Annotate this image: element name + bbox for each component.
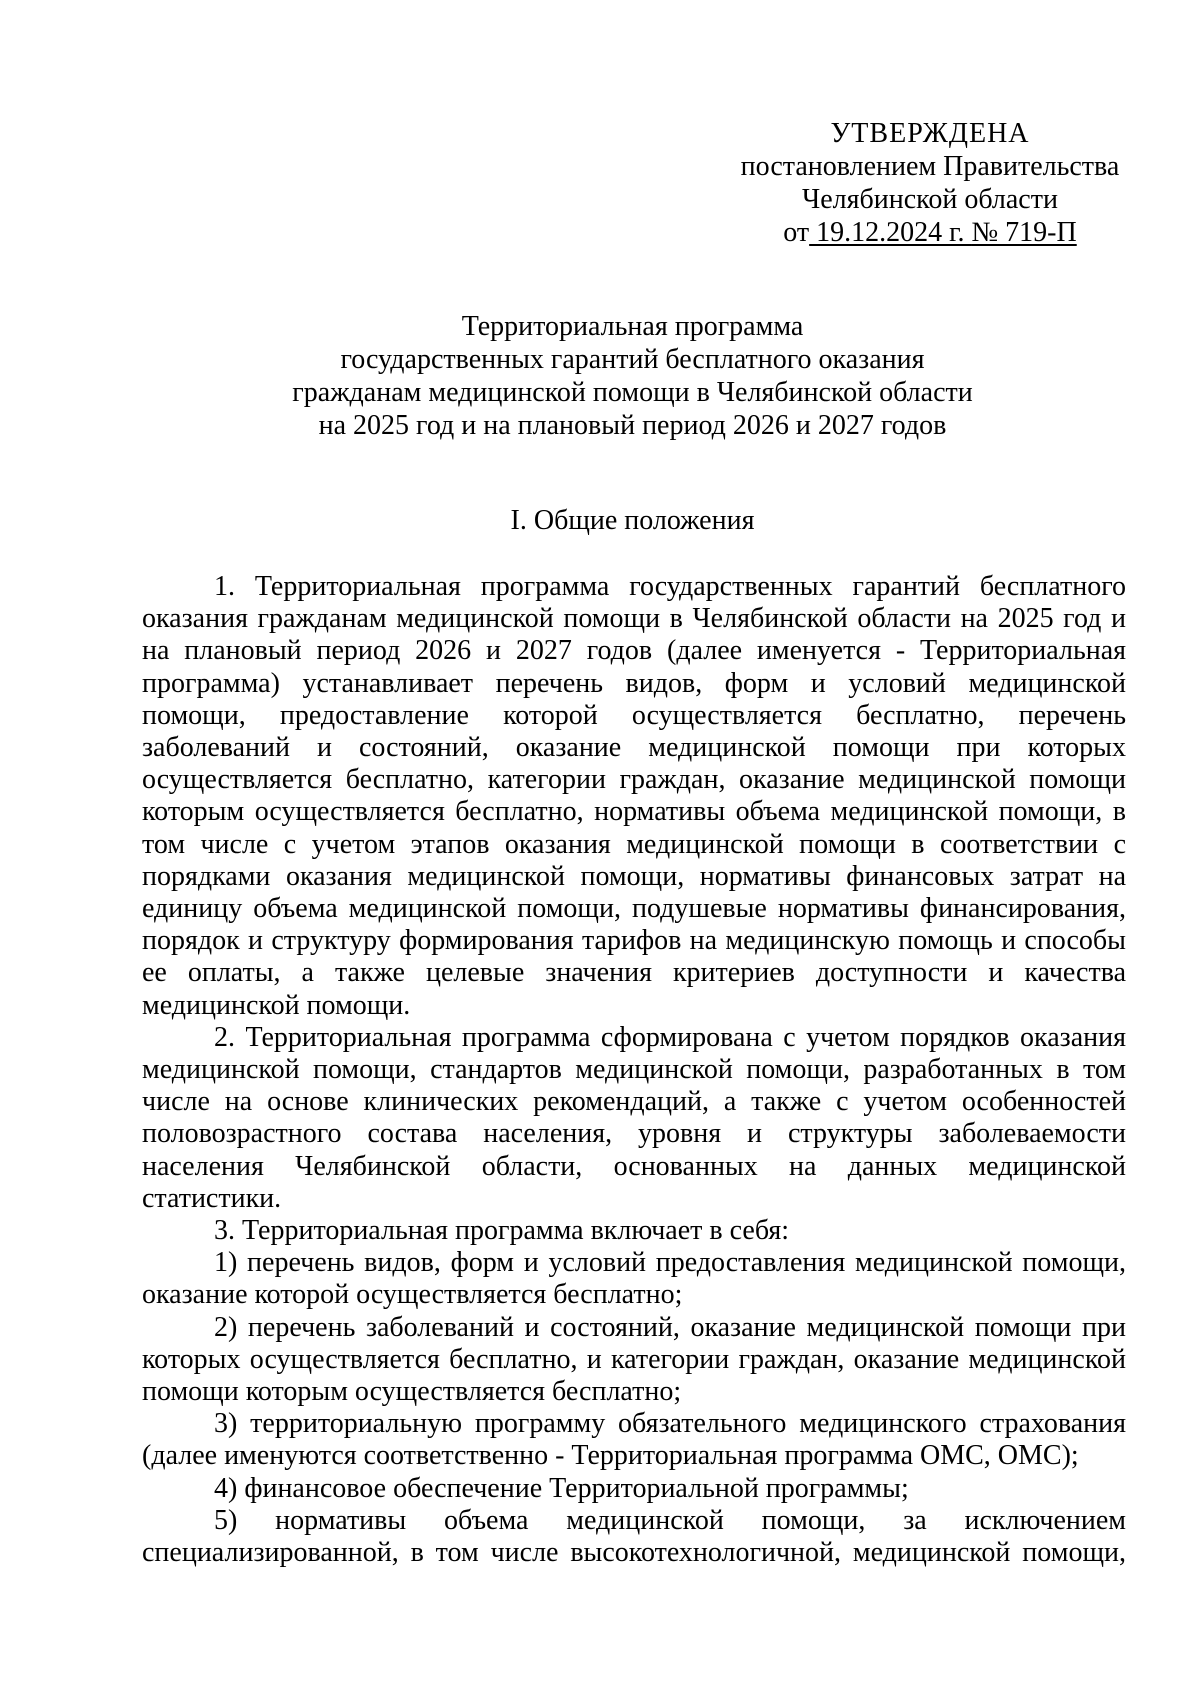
paragraph: 3. Территориальная программа включает в себя: [214,1215,790,1247]
document-title-line: государственных гарантий бесплатного оказания [340,344,925,375]
approval-date-prefix: от [783,217,810,248]
approval-number: № 719-П [971,217,1077,248]
document-title [140,310,1125,442]
paragraph: 5) нормативы объема медицинской помощи, за исключением специализированной, в том числе высокотехнологичной, медицинской помощи, [142,1504,1126,1569]
document-body [142,571,1126,1569]
section-heading: I. Общие положения [510,505,755,536]
approval-line: постановлением Правительства [740,151,1120,182]
paragraph: 4) финансовое обеспечение Территориальной программы; [214,1472,909,1504]
paragraph: 1. Территориальная программа государственных гарантий бесплатного оказания гражданам медицинской помощи в Челябинской области на 2025 год и на плановый период 2026 и 2027 годов (далее именуется - Территориальная программа) устанавливает перечень видов, форм и условий медицинской помощи, предоставление которой осуществляется бесплатно, перечень заболеваний и состояний, оказание медицинской помощи при которых осуществляется бесплатно, категории граждан, оказание медицинской помощи которым осуществляется бесплатно, нормативы объема медицинской помощи, в том числе с учетом этапов оказания медицинской помощи в соответствии с порядками оказания медицинской помощи, нормативы финансовых затрат на единицу объема медицинской помощи, подушевые нормативы финансирования, порядок и структуру формирования тарифов на медицинскую помощь и способы ее оплаты, а также целевые значения критериев доступности и качества медицинской помощи. [142,571,1126,1021]
approval-stamp [730,117,1130,249]
document-title-line: гражданам медицинской помощи в Челябинской области [292,377,973,408]
document-title-line: Территориальная программа [461,311,804,342]
approval-date-line [730,216,1130,249]
document-title-line: на 2025 год и на плановый период 2026 и 2027 годов [318,410,947,441]
paragraph: 2) перечень заболеваний и состояний, оказание медицинской помощи при которых осуществляется бесплатно, и категории граждан, оказание медицинской помощи которым осуществляется бесплатно; [142,1311,1126,1408]
approval-date: 19.12.2024 г. [809,217,972,248]
paragraph: 2. Территориальная программа сформирована с учетом порядков оказания медицинской помощи, стандартов медицинской помощи, разработанных в том числе на основе клинических рекомендаций, а также с учетом особенностей половозрастного состава населения, уровня и структуры заболеваемости населения Челябинской области, основанных на данных медицинской статистики. [142,1021,1126,1214]
paragraph: 1) перечень видов, форм и условий предоставления медицинской помощи, оказание которой осуществляется бесплатно; [142,1247,1126,1311]
paragraph: 3) территориальную программу обязательного медицинского страхования (далее именуются соответственно - Территориальная программа ОМС, ОМС); [142,1408,1126,1472]
approval-title: УТВЕРЖДЕНА [830,118,1030,149]
approval-line: Челябинской области [802,184,1058,215]
